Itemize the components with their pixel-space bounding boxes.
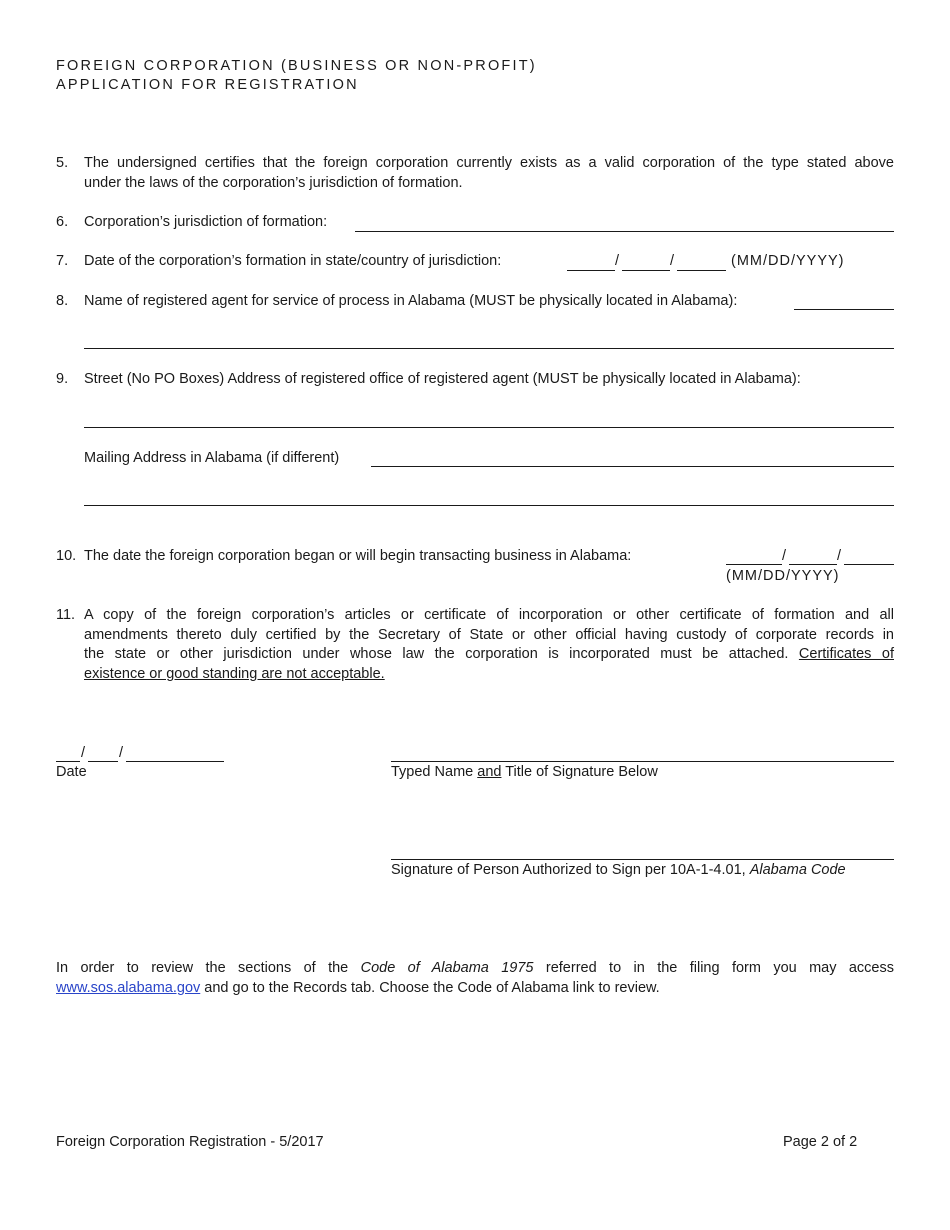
- item-11-text-line2: amendments thereto duly certified by the Secretary of State or other official having custody of corporate records in: [84, 627, 894, 643]
- item-11-text-line3a: the state or other jurisdiction under whose law the corporation is incorporated must be attached.: [84, 646, 789, 662]
- item-5-number: 5.: [56, 155, 69, 171]
- signature-label-code: Alabama Code: [749, 862, 846, 878]
- sign-date-month-field[interactable]: [56, 761, 80, 762]
- formation-month-field[interactable]: [567, 270, 615, 271]
- business-start-day-field[interactable]: [789, 564, 837, 565]
- date-label: Date: [56, 764, 87, 780]
- item-7-number: 7.: [56, 253, 69, 269]
- sign-date-year-field[interactable]: [126, 761, 224, 762]
- formation-day-field[interactable]: [622, 270, 670, 271]
- registered-agent-field-line1[interactable]: [794, 309, 894, 310]
- formation-date-slash: /: [670, 253, 675, 269]
- form-title-line1: FOREIGN CORPORATION (BUSINESS OR NON-PROFIT): [56, 58, 537, 74]
- signature-label: [391, 861, 846, 880]
- review-text-line2: and go to the Records tab. Choose the Code of Alabama link to review.: [200, 980, 660, 996]
- item-6-number: 6.: [56, 214, 69, 230]
- business-start-month-field[interactable]: [726, 564, 782, 565]
- typed-name-label-post: Title of Signature Below: [501, 764, 658, 780]
- sos-website-link[interactable]: www.sos.alabama.gov: [56, 980, 201, 996]
- item-7-label: Date of the corporation’s formation in state/country of jurisdiction:: [84, 253, 502, 269]
- review-paragraph-line1: [56, 959, 894, 979]
- jurisdiction-field[interactable]: [355, 231, 894, 232]
- item-5-text-line1: The undersigned certifies that the foreign corporation currently exists as a valid corporation of the type stated above: [84, 155, 894, 171]
- business-start-year-field[interactable]: [844, 564, 894, 565]
- business-start-date-slash: /: [782, 548, 787, 564]
- form-title-line2: APPLICATION FOR REGISTRATION: [56, 77, 359, 93]
- certificates-note-start: Certificates of: [798, 646, 894, 662]
- typed-name-label-pre: Typed Name: [391, 764, 478, 780]
- mailing-address-field-line1[interactable]: [371, 466, 894, 467]
- mailing-address-field-line2[interactable]: [84, 505, 894, 506]
- item-11-text-line3: [84, 645, 894, 665]
- formation-date-slash: /: [615, 253, 620, 269]
- typed-name-label-and: and: [477, 764, 502, 780]
- typed-name-label: [391, 763, 658, 782]
- formation-year-field[interactable]: [677, 270, 726, 271]
- sign-date-day-field[interactable]: [88, 761, 118, 762]
- item-11-text-line1: A copy of the foreign corporation’s articles or certificate of incorporation or other certificate of formation and all: [84, 607, 894, 623]
- item-9-number: 9.: [56, 371, 69, 387]
- review-text-post: referred to in the filing form you may access: [533, 960, 894, 976]
- item-6-label: Corporation’s jurisdiction of formation:: [84, 214, 328, 230]
- item-8-label: Name of registered agent for service of process in Alabama (MUST be physically located in Alabama):: [84, 293, 738, 309]
- typed-name-field[interactable]: [391, 761, 894, 762]
- review-text-pre: In order to review the sections of the: [56, 960, 361, 976]
- signature-field[interactable]: [391, 859, 894, 860]
- business-start-date-slash: /: [837, 548, 842, 564]
- street-address-field[interactable]: [84, 427, 894, 428]
- item-10-label: The date the foreign corporation began or will begin transacting business in Alabama:: [84, 548, 632, 564]
- footer-page-number: Page 2 of 2: [783, 1134, 858, 1150]
- business-start-date-format: (MM/DD/YYYY): [726, 568, 840, 584]
- footer-form-id: Foreign Corporation Registration - 5/2017: [56, 1134, 324, 1150]
- review-paragraph-line2: [56, 979, 660, 999]
- registered-agent-field-line2[interactable]: [84, 348, 894, 349]
- item-11-number: 11.: [56, 607, 76, 623]
- mailing-address-label: Mailing Address in Alabama (if different): [84, 450, 340, 466]
- formation-date-format: (MM/DD/YYYY): [731, 253, 845, 269]
- review-code-title: Code of Alabama 1975: [360, 960, 534, 976]
- item-10-number: 10.: [56, 548, 77, 564]
- item-5-text-line2: under the laws of the corporation’s jurisdiction of formation.: [84, 175, 463, 191]
- item-9-label: Street (No PO Boxes) Address of registered office of registered agent (MUST be physically located in Alabama):: [84, 371, 801, 387]
- signature-label-text: Signature of Person Authorized to Sign per 10A-1-4.01,: [391, 862, 750, 878]
- certificates-note-end: existence or good standing are not acceptable.: [84, 666, 385, 682]
- sign-date-slash: /: [81, 745, 86, 761]
- sign-date-slash: /: [119, 745, 124, 761]
- item-8-number: 8.: [56, 293, 69, 309]
